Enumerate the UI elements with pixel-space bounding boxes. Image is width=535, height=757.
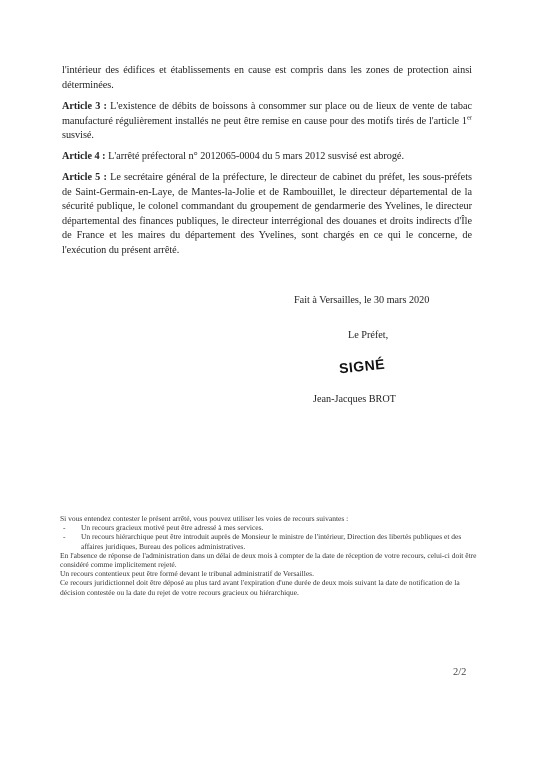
signed-stamp: SIGNÉ [338,355,386,377]
signatory-name: Jean-Jacques BROT [313,394,396,405]
article-4-label: Article 4 : [62,151,106,162]
appeal-deadline: Ce recours juridictionnel doit être déposé au plus tard avant l'expiration d'une durée de deux mois suivant la date de notification de la décision contestée ou la date du rejet de votre recours gracieux ou hiérarchique. [60,578,460,597]
article-3-text: L'existence de débits de boissons à consommer sur place ou de lieux de vente de tabac manufacturé régulièrement installés ne peut être remise en cause pour des motifs tirés de l'article 1 [62,101,472,127]
article-3-text-end: susvisé. [62,130,94,142]
article-4-paragraph [62,150,472,165]
article-3-label: Article 3 : [62,101,107,112]
article-3-superscript: er [466,114,472,122]
appeal-item-text: Un recours hiérarchique peut être introduit auprès de Monsieur le ministre de l'intérieur, Direction des libertés publiques et des affaires juridiques, Bureau des polices administratives. [81,532,462,551]
article-5-paragraph [62,171,472,259]
intro-text: l'intérieur des édifices et établissements en cause est compris dans les zones de protection ainsi déterminées. [62,65,472,91]
article-3-paragraph [62,100,472,144]
bullet-dash: - [63,523,66,533]
article-5-text: Le secrétaire général de la préfecture, le directeur de cabinet du préfet, les sous-préfets de Saint-Germain-en-Laye, de Mantes-la-Jolie et de Rambouillet, le directeur départemental de la sécurité publique, le colonel commandant du groupement de gendarmerie des Yvelines, le directeur départemental des finances publiques, le directeur interrégional des douanes et droits indirects d'Île de France et les maires du département des Yvelines, sont chargés en ce qui le concerne, de l'exécution du présent arrêté. [62,172,472,256]
appeal-item-text: Un recours gracieux motivé peut être adressé à mes services. [81,523,264,533]
bullet-dash: - [63,532,66,542]
article-4-text: L'arrêté préfectoral n° 2012065-0004 du 5 mars 2012 susvisé est abrogé. [105,151,404,162]
appeal-notice [60,514,478,597]
appeal-item [60,532,478,550]
intro-paragraph [62,64,472,93]
signatory-role: Le Préfet, [348,330,389,341]
appeal-intro: Si vous entendez contester le présent arrêté, vous pouvez utiliser les voies de recours suivantes : [60,514,349,523]
appeal-item [60,523,478,532]
appeal-absence: En l'absence de réponse de l'administration dans un délai de deux mois à compter de la date de réception de votre recours, celui-ci doit être considéré comme implicitement rejeté. [60,550,477,570]
place-date: Fait à Versailles, le 30 mars 2020 [294,295,430,306]
appeal-contentious: Un recours contentieux peut être formé devant le tribunal administratif de Versailles. [60,569,314,579]
article-5-label: Article 5 : [62,172,107,183]
page-number: 2/2 [453,667,467,678]
